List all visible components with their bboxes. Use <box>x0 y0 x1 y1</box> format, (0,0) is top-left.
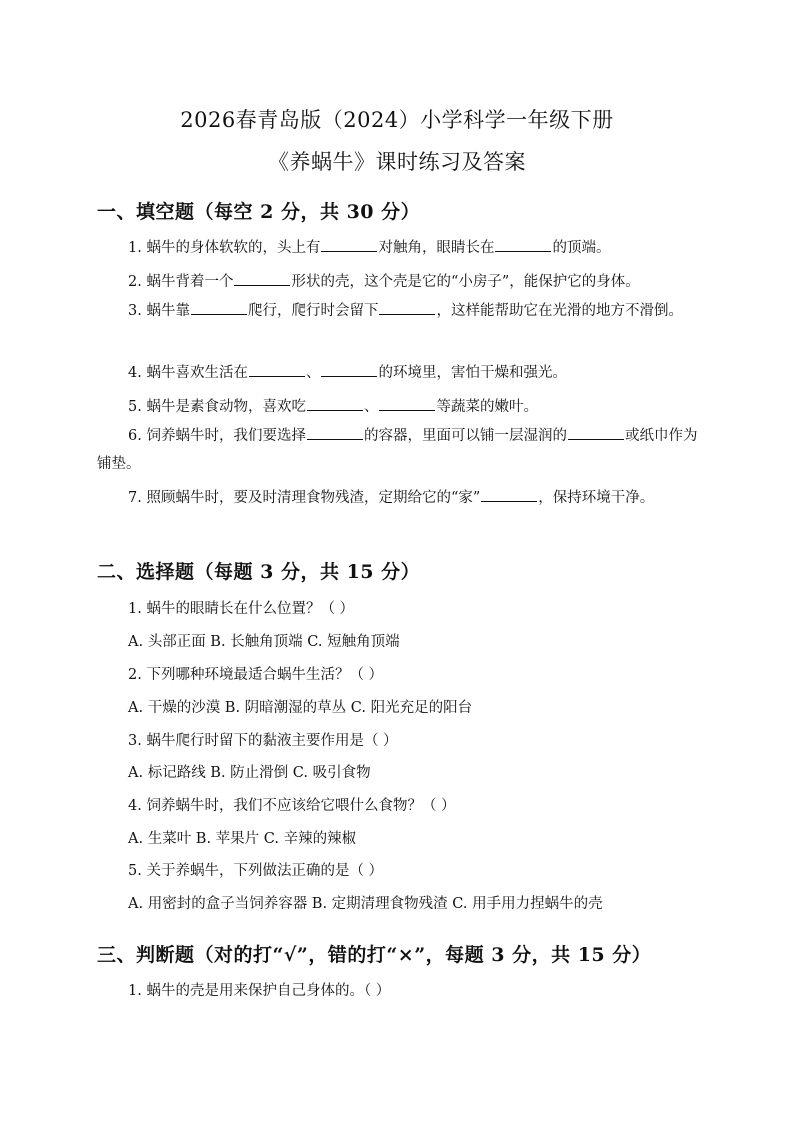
question-text: 等蔬菜的嫩叶。 <box>436 399 538 415</box>
question-text: 的顶端。 <box>552 240 611 256</box>
question-text: 、 <box>363 399 379 415</box>
choice-question-4: 4. 饲养蜗牛时，我们不应该给它喂什么食物？（ ） <box>128 798 456 814</box>
choice-question-5: 5. 关于养蜗牛，下列做法正确的是（ ） <box>128 863 384 879</box>
title-line-2: 《养蜗牛》课时练习及答案 <box>268 150 526 174</box>
question-text: 7. 照顾蜗牛时，要及时清理食物残渣，定期给它的“家” <box>128 490 481 506</box>
answer-blank[interactable] <box>379 301 435 315</box>
fill-question-1 <box>128 236 610 257</box>
fill-question-7 <box>97 484 700 512</box>
answer-blank[interactable] <box>481 488 537 502</box>
choice-options-1: A. 头部正面 B. 长触角顶端 C. 短触角顶端 <box>128 634 400 650</box>
fill-question-5 <box>128 395 538 416</box>
question-text: 或纸巾作为铺垫。 <box>97 428 698 472</box>
choice-options-3: A. 标记路线 B. 防止滑倒 C. 吸引食物 <box>128 765 371 781</box>
choice-options-2: A. 干燥的沙漠 B. 阴暗潮湿的草丛 C. 阳光充足的阳台 <box>128 700 473 716</box>
question-text: 的环境里，害怕干燥和强光。 <box>378 365 567 381</box>
fill-question-2 <box>128 270 640 291</box>
fill-question-6 <box>97 422 700 478</box>
question-text: ，这样能帮助它在光滑的地方不滑倒。 <box>436 303 683 319</box>
fill-question-3 <box>97 297 700 325</box>
judge-question-1: 1. 蜗牛的壳是用来保护自己身体的。（ ） <box>128 983 391 999</box>
question-text: 4. 蜗牛喜欢生活在 <box>128 365 248 381</box>
question-text: ，保持环境干净。 <box>538 490 655 506</box>
section-heading-true-false: 三、判断题（对的打“√”，错的打“×”，每题 3 分，共 15 分） <box>97 944 652 966</box>
question-text: 2. 蜗牛背着一个 <box>128 274 234 290</box>
choice-question-2: 2. 下列哪种环境最适合蜗牛生活？（ ） <box>128 667 384 683</box>
title-line-1: 2026春青岛版（2024）小学科学一年级下册 <box>180 108 614 132</box>
question-text: 3. 蜗牛靠 <box>128 303 190 319</box>
question-text: 对触角，眼睛长在 <box>378 240 495 256</box>
answer-blank[interactable] <box>568 426 624 440</box>
fill-question-4 <box>128 361 567 382</box>
section-heading-multiple-choice: 二、选择题（每题 3 分，共 15 分） <box>97 561 421 583</box>
answer-blank[interactable] <box>307 426 363 440</box>
answer-blank[interactable] <box>249 363 305 377</box>
question-text: 爬行，爬行时会留下 <box>247 303 379 319</box>
choice-options-5: A. 用密封的盒子当饲养容器 B. 定期清理食物残渣 C. 用手用力捏蜗牛的壳 <box>128 896 603 912</box>
question-text: 5. 蜗牛是素食动物，喜欢吃 <box>128 399 306 415</box>
answer-blank[interactable] <box>321 363 377 377</box>
question-text: 6. 饲养蜗牛时，我们要选择 <box>128 428 306 444</box>
answer-blank[interactable] <box>321 238 377 252</box>
question-text: 1. 蜗牛的身体软软的，头上有 <box>128 240 321 256</box>
choice-question-3: 3. 蜗牛爬行时留下的黏液主要作用是（ ） <box>128 733 398 749</box>
answer-blank[interactable] <box>495 238 551 252</box>
choice-question-1: 1. 蜗牛的眼睛长在什么位置？（ ） <box>128 601 355 617</box>
question-text: 的容器，里面可以铺一层湿润的 <box>363 428 567 444</box>
answer-blank[interactable] <box>379 397 435 411</box>
answer-blank[interactable] <box>307 397 363 411</box>
answer-blank[interactable] <box>234 272 290 286</box>
section-heading-fill-blank: 一、填空题（每空 2 分，共 30 分） <box>97 201 421 223</box>
question-text: 形状的壳，这个壳是它的“小房子”，能保护它的身体。 <box>291 274 640 290</box>
choice-options-4: A. 生菜叶 B. 苹果片 C. 辛辣的辣椒 <box>128 831 357 847</box>
answer-blank[interactable] <box>191 301 247 315</box>
question-text: 、 <box>305 365 321 381</box>
